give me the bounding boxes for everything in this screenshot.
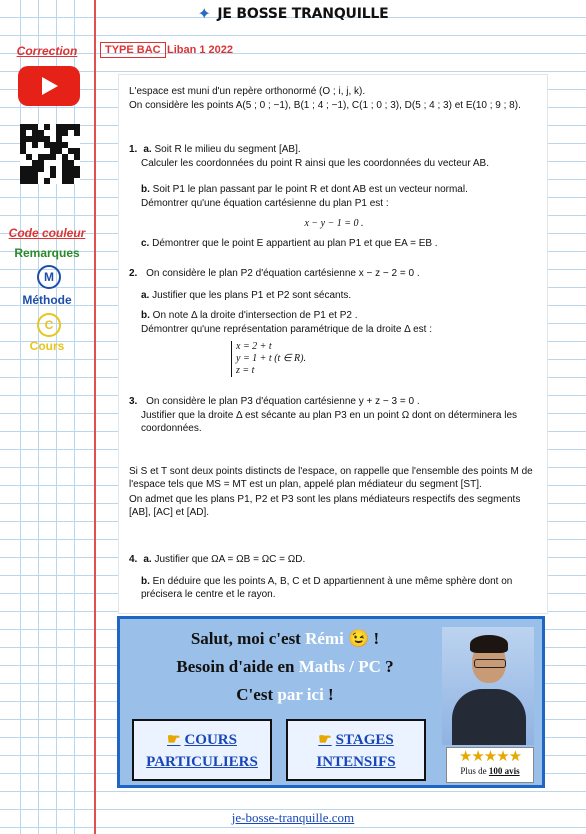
private-lessons-button[interactable]: [132, 719, 272, 781]
course-icon: C: [37, 313, 61, 337]
question-text: Soit R le milieu du segment [AB].: [154, 144, 301, 155]
question-3: [129, 395, 539, 408]
star-rating: ★★★★★: [458, 748, 522, 765]
ad-text: C'est: [236, 685, 278, 704]
question-number: 2.: [129, 268, 138, 279]
brand-name: JE BOSSE TRANQUILLE: [217, 6, 389, 22]
pointing-hand-icon: ☛: [167, 732, 181, 748]
ad-text: Besoin d'aide en: [176, 657, 299, 676]
review-prefix: Plus de: [460, 766, 489, 776]
question-4a: [129, 553, 539, 566]
median-plane-admission: On admet que les plans P1, P2 et P3 sont les plans médiateurs respectifs des segments [AB], [AC] et [AD].: [129, 494, 521, 518]
question-text: On considère le plan P3 d'équation cartésienne y + z − 3 = 0 .: [146, 396, 420, 407]
question-1a: [129, 143, 539, 156]
youtube-icon[interactable]: [18, 66, 80, 106]
question-1c: [141, 237, 539, 250]
review-count: [447, 766, 533, 776]
button-label: PARTICULIERS: [146, 754, 258, 770]
question-text: En déduire que les points A, B, C et D appartiennent à une même sphère dont on précisera le centre et le rayon.: [141, 576, 513, 600]
parametric-system: [231, 341, 396, 377]
question-letter: a.: [143, 554, 152, 565]
question-text: Démontrer que le point E appartient au plan P1 et que EA = EB .: [152, 238, 438, 249]
question-number: 1.: [129, 144, 138, 155]
system-line: z = t: [236, 365, 255, 376]
question-letter: a.: [143, 144, 152, 155]
tutoring-ad: [117, 616, 545, 788]
question-text: On considère le plan P2 d'équation cartésienne x − z − 2 = 0 .: [146, 268, 420, 279]
method-icon: M: [37, 265, 61, 289]
intro-line-2: On considère les points A(5 ; 0 ; −1), B(1 ; 4 ; −1), C(1 ; 0 ; 3), D(5 ; 4 ; 3) et E(10 ; 9 ; 8).: [129, 100, 521, 111]
question-letter: b.: [141, 576, 150, 587]
site-link[interactable]: je-bosse-tranquille.com: [231, 810, 355, 825]
color-code-title: Code couleur: [8, 226, 86, 240]
question-letter: c.: [141, 238, 150, 249]
button-label: INTENSIFS: [316, 754, 396, 770]
ad-cta: [120, 685, 450, 705]
question-text: Soit P1 le plan passant par le point R et dont AB est un vecteur normal.: [152, 184, 468, 195]
ad-greeting: [120, 629, 450, 649]
question-2: [129, 267, 539, 280]
question-letter: b.: [141, 310, 150, 321]
exam-source: Liban 1 2022: [167, 44, 234, 56]
question-letter: a.: [141, 290, 150, 301]
button-label: STAGES: [335, 732, 394, 748]
exercise-sheet: [118, 74, 548, 614]
pointing-hand-icon: ☛: [318, 732, 332, 748]
correction-link[interactable]: Correction: [16, 44, 78, 58]
question-2b-text: Démontrer qu'une représentation paramétrique de la droite Δ est :: [141, 324, 432, 335]
question-3-text: Justifier que la droite Δ est sécante au plan P3 en un point Ω dont on déterminera les coordonnées.: [141, 410, 518, 434]
ad-cta-link[interactable]: par ici: [277, 685, 324, 704]
question-text: On note Δ la droite d'intersection de P1 et P2 .: [152, 310, 358, 321]
logo-icon: ✦: [197, 6, 211, 23]
tutor-photo: [442, 627, 534, 745]
ad-text: ?: [380, 657, 394, 676]
rating-box: [446, 747, 534, 783]
question-1b: [141, 183, 539, 196]
qr-code: [20, 124, 80, 184]
course-label: Cours: [29, 339, 65, 353]
question-1b-text: Démontrer qu'une équation cartésienne du plan P1 est :: [141, 198, 389, 209]
system-line: y = 1 + t (t ∈ R).: [236, 353, 306, 364]
button-label: COURS: [184, 732, 237, 748]
question-text: Justifier que ΩA = ΩB = ΩC = ΩD.: [154, 554, 306, 565]
ad-question: [120, 657, 450, 677]
question-2b: [141, 309, 539, 322]
tutor-name: Rémi: [305, 629, 344, 648]
method-label: Méthode: [22, 293, 72, 307]
question-2a: [141, 289, 539, 302]
exam-type-badge: TYPE BAC: [100, 42, 166, 58]
remarks-label: Remarques: [14, 246, 80, 260]
plane-equation: x − y − 1 = 0 .: [304, 218, 364, 229]
intensive-courses-button[interactable]: [286, 719, 426, 781]
median-plane-note: Si S et T sont deux points distincts de l'espace, on rappelle que l'ensemble des points M de l'espace tels que MS = MT est un plan, appelé plan médiateur du segment [ST].: [129, 466, 533, 490]
site-header: [0, 4, 586, 24]
question-number: 4.: [129, 554, 138, 565]
ad-text: 😉 !: [343, 629, 380, 648]
question-1a-text: Calculer les coordonnées du point R ainsi que les coordonnées du vecteur AB.: [141, 158, 489, 169]
question-number: 3.: [129, 396, 138, 407]
question-letter: b.: [141, 184, 150, 195]
system-line: x = 2 + t: [236, 341, 272, 352]
intro-line-1: L'espace est muni d'un repère orthonormé (O ; i, j, k).: [129, 86, 366, 97]
ad-subjects: Maths / PC: [298, 657, 381, 676]
margin-line: [94, 0, 96, 834]
ad-text: !: [323, 685, 334, 704]
ad-text: Salut, moi c'est: [190, 629, 306, 648]
question-text: Justifier que les plans P1 et P2 sont sécants.: [152, 290, 352, 301]
review-link[interactable]: 100 avis: [488, 766, 520, 776]
question-4b: [141, 575, 539, 601]
